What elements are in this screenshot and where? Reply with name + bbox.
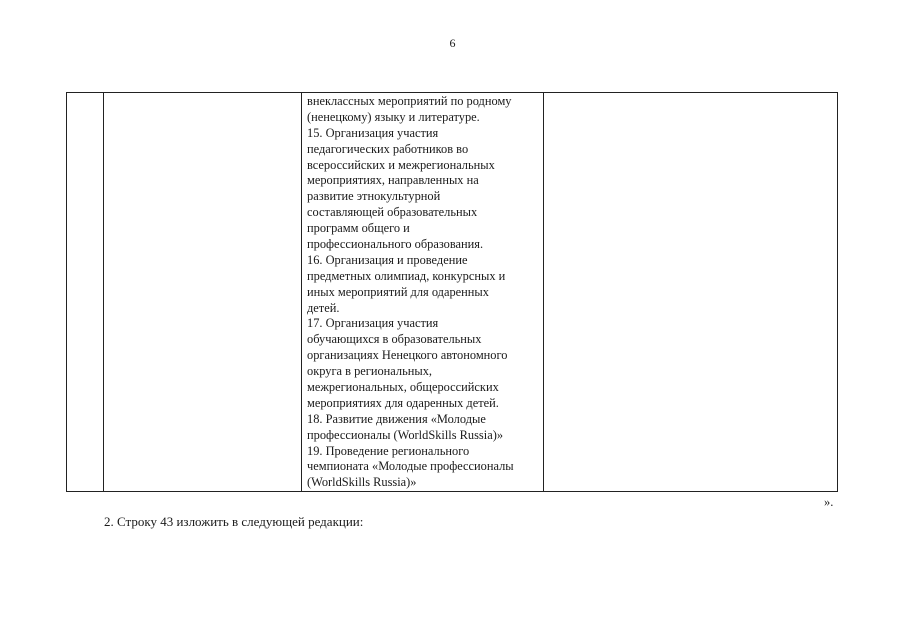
amendment-paragraph: 2. Строку 43 изложить в следующей редакции: <box>104 514 364 529</box>
activities-cell <box>307 94 545 491</box>
cell-line: организациях Ненецкого автономного <box>307 348 508 363</box>
cell-line: (ненецкому) языку и литературе. <box>307 109 480 124</box>
cell-line: иных мероприятий для одаренных <box>307 284 489 299</box>
cell-line: внеклассных мероприятий по родному <box>307 94 512 108</box>
cell-line: составляющей образовательных <box>307 205 478 220</box>
page-number: 6 <box>449 36 456 50</box>
cell-line: детей. <box>307 300 340 315</box>
cell-line: мероприятиях, направленных на <box>307 173 479 188</box>
cell-line: (WorldSkills Russia)» <box>307 475 417 490</box>
amendment-table <box>66 92 838 492</box>
cell-line: чемпионата «Молодые профессионалы <box>307 459 514 474</box>
cell-line: 17. Организация участия <box>307 316 439 331</box>
cell-line: 16. Организация и проведение <box>307 252 468 267</box>
closing-quote: ». <box>824 495 834 509</box>
column-divider <box>301 93 302 491</box>
cell-line: округа в региональных, <box>307 364 432 379</box>
cell-line: обучающихся в образовательных <box>307 332 482 347</box>
cell-line: межрегиональных, общероссийских <box>307 380 499 395</box>
cell-line: предметных олимпиад, конкурсных и <box>307 268 506 283</box>
cell-line: 19. Проведение регионального <box>307 443 470 458</box>
cell-line: программ общего и <box>307 221 410 236</box>
cell-line: профессионального образования. <box>307 237 484 252</box>
cell-line: 18. Развитие движения «Молодые <box>307 411 486 426</box>
cell-line: мероприятиях для одаренных детей. <box>307 395 499 410</box>
column-divider <box>103 93 104 491</box>
cell-line: педагогических работников во <box>307 141 469 156</box>
cell-line: развитие этнокультурной <box>307 189 441 204</box>
cell-line: всероссийских и межрегиональных <box>307 157 495 172</box>
cell-line: профессионалы (WorldSkills Russia)» <box>307 427 504 442</box>
cell-line: 15. Организация участия <box>307 125 439 140</box>
